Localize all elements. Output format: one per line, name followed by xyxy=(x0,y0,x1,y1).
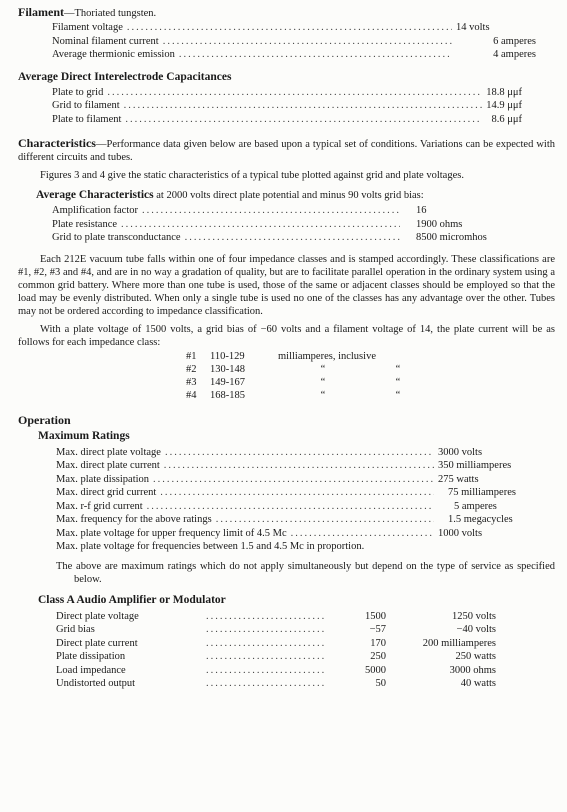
max-ratings-table xyxy=(56,446,546,554)
table-row: Nominal filament current ..... 6 amperes xyxy=(52,35,536,49)
filament-heading: Filament xyxy=(18,5,64,19)
table-row: Max. direct grid current ..... 75 milliamperes xyxy=(56,486,546,500)
class-a-table xyxy=(56,610,555,691)
table-row: Grid bias ..... −57 −40 volts xyxy=(56,623,555,637)
list-item: #2 130-148 “ “ xyxy=(186,363,401,375)
table-row: Max. frequency for the above ratings ..... 1.5 megacycles xyxy=(56,513,546,527)
operation-heading: Operation xyxy=(18,412,71,427)
table-row: Load impedance ..... 5000 3000 ohms xyxy=(56,664,555,678)
ratings-note: The above are maximum ratings which do not apply simultaneously but depend on the type of service as specified below. xyxy=(56,560,555,585)
list-item: #4 168-185 “ “ xyxy=(186,389,401,401)
table-row: Max. plate voltage for upper frequency limit of 4.5 Mc ..... 1000 volts xyxy=(56,527,546,541)
table-row: Plate resistance ..... 1900 ohms xyxy=(52,218,522,232)
avg-heading-line: Average Characteristics at 2000 volts direct plate potential and minus 90 volts grid bias: xyxy=(36,189,424,201)
list-item: #3 149-167 “ “ xyxy=(186,376,401,388)
impedance-classes xyxy=(186,350,555,402)
impedance-paragraph: Each 212E vacuum tube falls within one of four impedance classes and is stamped accordingly. These classifications are #1, #2, #3 and #4, and are in no way a gradation of quality, but are to facilitate parallel operation in the ordinary system using a common grid battery. Where more than one tube is used, those of the same or adjacent classes should be employed so that the load may be evenly distributed. When only a single tube is used no one of the classes has any advantage over the other. Tubes may not be ordered according to impedance classification. xyxy=(18,253,555,317)
class-a-section xyxy=(38,594,555,691)
filament-table xyxy=(52,21,536,62)
table-row: Max. direct plate voltage ..... 3000 volts xyxy=(56,446,546,460)
table-row: Grid to plate transconductance ..... 8500 micromhos xyxy=(52,231,522,245)
table-row: Filament voltage ..... 14 volts xyxy=(52,21,536,35)
capacitance-section xyxy=(18,71,555,127)
average-characteristics xyxy=(36,189,555,245)
filament-heading-rest: —Thoriated tungsten. xyxy=(64,8,157,19)
table-row: Max. plate dissipation ..... 275 watts xyxy=(56,473,546,487)
table-row: Amplification factor ..... 16 xyxy=(52,204,522,218)
figures-paragraph: Figures 3 and 4 give the static characteristics of a typical tube plotted against grid and plate voltages. xyxy=(40,170,464,181)
filament-heading-line xyxy=(18,6,555,21)
table-row: Plate to filament ..... 8.6 μμf xyxy=(52,113,522,127)
table-row: Direct plate voltage ..... 1500 1250 volts xyxy=(56,610,555,624)
avg-table xyxy=(52,204,522,245)
table-row: Direct plate current ..... 170 200 milliamperes xyxy=(56,637,555,651)
capacitance-heading: Average Direct Interelectrode Capacitances xyxy=(18,70,232,83)
list-item: #1 110-129 milliamperes, inclusive xyxy=(186,350,376,362)
maximum-ratings xyxy=(38,430,555,586)
plate-current-paragraph: With a plate voltage of 1500 volts, a grid bias of −60 volts and a filament voltage of 14, the plate current will be as follows for each impedance class: xyxy=(18,323,555,348)
table-row: Max. plate voltage for frequencies between 1.5 and 4.5 Mc in proportion. xyxy=(56,541,365,552)
table-row: Grid to filament ..... 14.9 μμf xyxy=(52,99,522,113)
table-row: Max. direct plate current ..... 350 milliamperes xyxy=(56,459,546,473)
characteristics-section xyxy=(18,137,555,402)
table-row: Plate to grid ..... 18.8 μμf xyxy=(52,86,522,100)
operation-section xyxy=(18,414,555,691)
table-row: Plate dissipation ..... 250 250 watts xyxy=(56,650,555,664)
class-a-heading: Class A Audio Amplifier or Modulator xyxy=(38,593,226,606)
table-row: Undistorted output ..... 50 40 watts xyxy=(56,677,555,691)
filament-section xyxy=(18,6,555,62)
table-row: Average thermionic emission ..... 4 amperes xyxy=(52,48,536,62)
max-ratings-heading: Maximum Ratings xyxy=(38,429,130,442)
table-row: Max. r-f grid current ..... 5 amperes xyxy=(56,500,546,514)
characteristics-intro: Characteristics—Performance data given below are based upon a typical set of conditions. Variations can be expected with different circuits and tubes. xyxy=(18,136,555,163)
capacitance-table xyxy=(52,86,522,127)
